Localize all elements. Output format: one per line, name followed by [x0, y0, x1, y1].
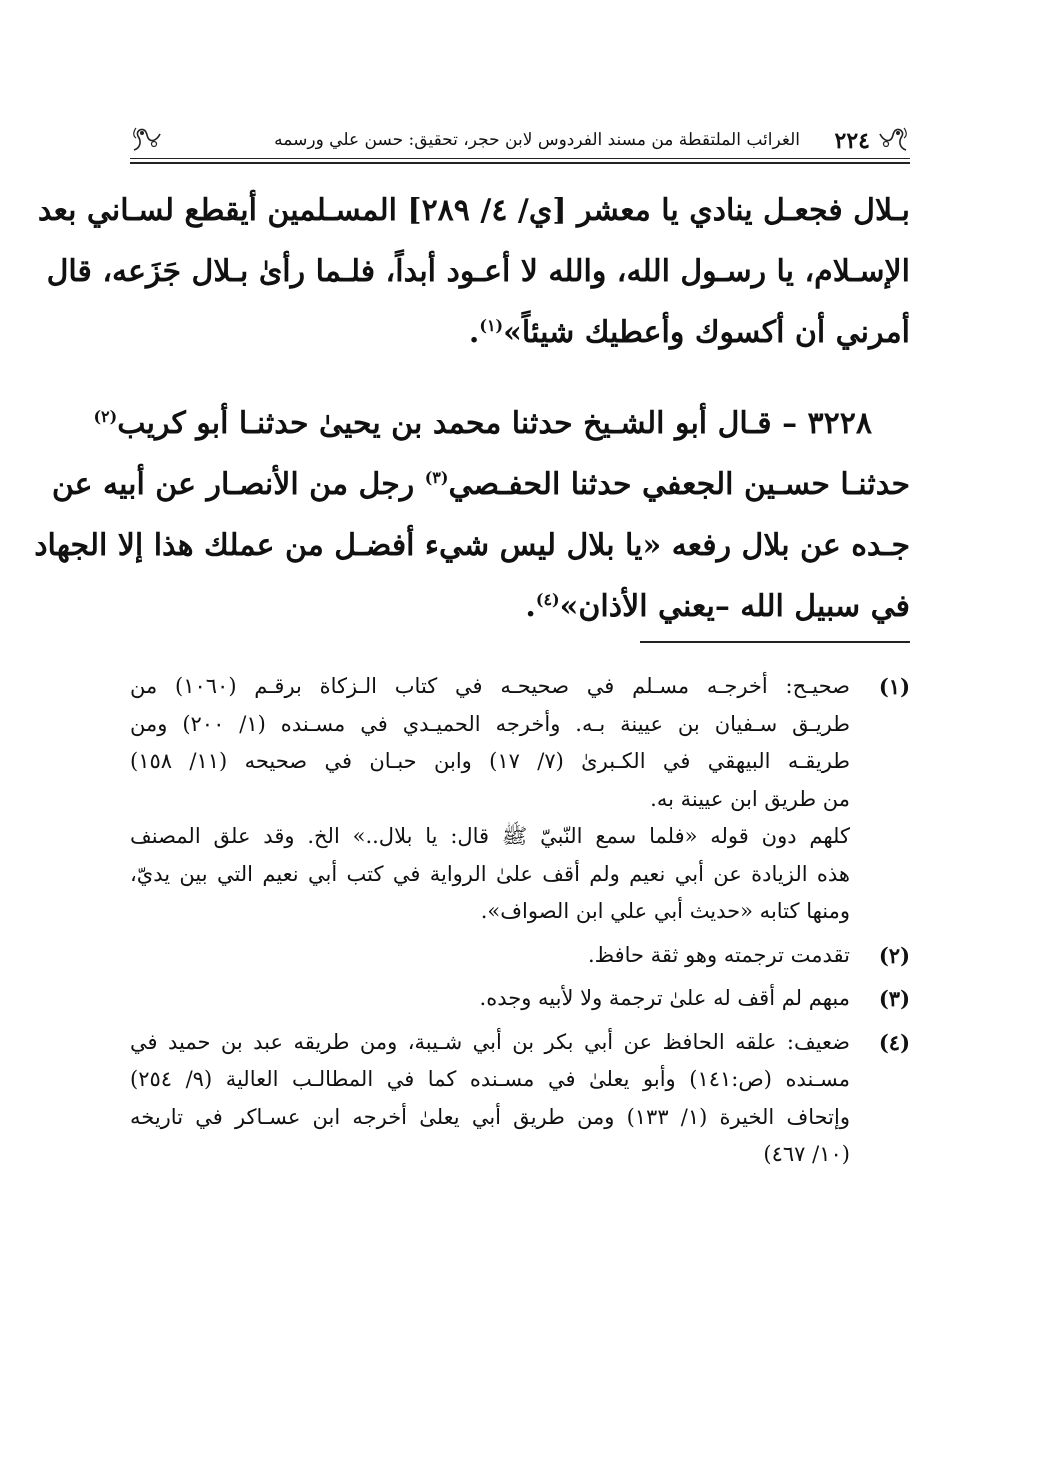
- running-title: الغرائب الملتقطة من مسند الفردوس لابن حجر، تحقيق: حسن علي ورسمه: [274, 130, 800, 150]
- footnote-line: وإتحاف الخيرة (١/ ١٣٣) ومن طريق أبي يعلىٰ أخرجه ابن عسـاكر في تاريخه: [130, 1104, 850, 1129]
- footnote-1: [130, 668, 910, 931]
- footnote-line: ومنها كتابه «حديث أبي علي ابن الصواف».: [480, 899, 850, 923]
- footnote-line: ضعيف: علقه الحافظ عن أبي بكر بن أبي شـيبة، ومن طريقه عبد بن حميد في: [130, 1029, 850, 1054]
- footnote-line: هذه الزيادة عن أبي نعيم ولم أقف علىٰ الرواية في كتب أبي نعيم التي بين يديّ،: [130, 861, 850, 886]
- text-segment: حدثنـا حسـين الجعفي حدثنا الحفـصي: [448, 467, 910, 502]
- hadith-text: يا بلال ليس شيء أفضـل من عملك هذا إلا الجهاد: [34, 528, 643, 563]
- text-line: [51, 454, 910, 515]
- footnote-text: [130, 937, 850, 975]
- text-line: الإسـلام، يا رسـول الله، والله لا أعـود أبداً، فلـما رأىٰ بـلال جَزَعه، قال: [46, 254, 910, 289]
- text-segment: رجل من الأنصـار عن أبيه عن: [51, 467, 425, 502]
- footnote-separator: [640, 641, 910, 643]
- footnote-line: مبهم لم أقف له علىٰ ترجمة ولا لأبيه وجده.: [479, 986, 850, 1010]
- paragraph-continuation: [37, 180, 910, 363]
- hadith-3228: [34, 393, 910, 637]
- footnote-number: (٢): [878, 942, 910, 968]
- hadith-text: في سبيل الله –يعني الأذان»: [559, 589, 910, 624]
- footnote-ref: (٢): [93, 407, 118, 426]
- footnote-line: صحيـح: أخرجـه مسـلم في صحيحـه في كتاب الـزكاة برقـم (١٠٦٠) من: [130, 674, 850, 698]
- footnote-number: (٤): [878, 1029, 910, 1055]
- text-line: [93, 393, 910, 454]
- footnote-line: طريقـه البيهقي في الكـبرىٰ (٧/ ١٧) وابن حبـان في صحيحه (١١/ ١٥٨): [130, 749, 850, 773]
- footnote-text: [130, 1024, 850, 1174]
- footnote-line: مسـنده (ص:١٤١) وأبو يعلىٰ في مسـنده كما في المطالـب العالية (٩/ ٢٥٤): [130, 1067, 850, 1091]
- floral-ornament-icon: [130, 124, 164, 154]
- footnote-text: [130, 668, 850, 931]
- text-line: [130, 302, 910, 363]
- floral-ornament-icon: [876, 124, 910, 154]
- text-segment: .: [468, 315, 480, 350]
- text-segment: أمرني أن أكسوك وأعطيك شيئاً»: [503, 315, 910, 350]
- header-rule: [130, 162, 910, 164]
- text-segment: جـده عن بلال رفعه «: [642, 528, 910, 563]
- header-rule-thin: [130, 158, 910, 159]
- footnote-line: تقدمت ترجمته وهو ثقة حافظ.: [587, 942, 850, 967]
- footnote-3: [130, 980, 910, 1018]
- page-number: ٢٢٤: [834, 128, 870, 154]
- footnotes: [130, 668, 910, 1174]
- text-line: [130, 576, 910, 637]
- main-text: [34, 180, 910, 637]
- text-segment: ٣٢٢٨ – قـال أبو الشـيخ حدثنا محمد بن يحيىٰ حدثنـا أبو كريب: [117, 406, 872, 441]
- text-segment: .: [525, 589, 536, 624]
- footnote-ref: (١): [479, 316, 504, 335]
- footnote-line: كلهم دون قوله «فلما سمع النّبيّ ﷺ قال: يا بلال..» الخ. وقد علق المصنف: [130, 824, 850, 848]
- footnote-ref: (٣): [424, 468, 449, 487]
- footnote-ref: (٤): [535, 590, 560, 609]
- footnote-number: (٣): [878, 986, 910, 1011]
- page-header: [130, 120, 910, 164]
- footnote-text: [130, 980, 850, 1018]
- footnote-line: طريـق سـفيان بن عيينة بـه. وأخرجه الحميـدي في مسـنده (١/ ٢٠٠) ومن: [130, 711, 850, 736]
- footnote-line: (١٠/ ٤٦٧): [763, 1142, 850, 1166]
- footnote-line: من طريق ابن عيينة به.: [650, 786, 850, 811]
- footnote-number: (١): [878, 674, 910, 699]
- text-line: بـلال فجعـل ينادي يا معشر [ي/ ٤/ ٢٨٩] المسـلمين أيقطع لسـاني بعد: [37, 193, 910, 228]
- footnote-2: [130, 937, 910, 975]
- text-line: [34, 515, 910, 576]
- footnote-4: [130, 1024, 910, 1174]
